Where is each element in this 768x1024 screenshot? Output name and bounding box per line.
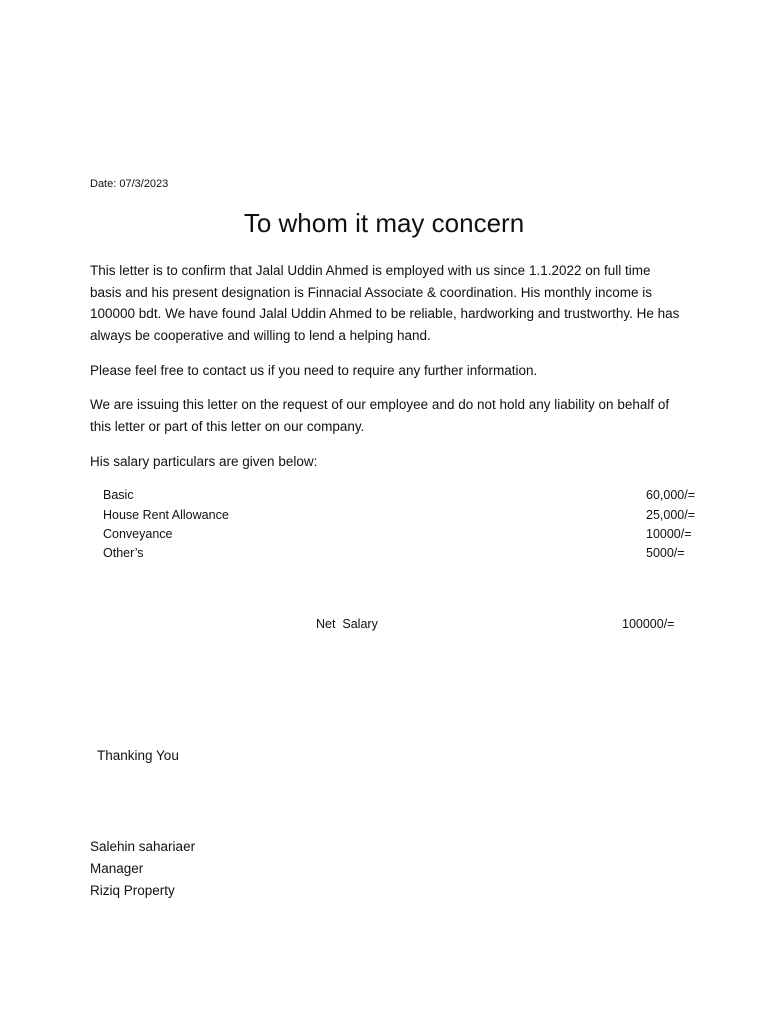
salary-item-label: House Rent Allowance xyxy=(103,508,229,522)
salary-item-amount: 25,000/= xyxy=(646,508,696,522)
salary-item-label: Other’s xyxy=(103,546,144,560)
salary-row-conveyance xyxy=(103,527,723,546)
signer-title: Manager xyxy=(90,861,144,876)
closing-thanks: Thanking You xyxy=(97,748,179,763)
salary-intro-paragraph: His salary particulars are given below: xyxy=(90,454,318,469)
salary-item-amount: 60,000/= xyxy=(646,488,696,502)
confirmation-paragraph: This letter is to confirm that Jalal Uddin Ahmed is employed with us since 1.1.2022 on full time basis and his present designation is Finnacial Associate & coordination. His monthly income is 100000 bdt. We have found Jalal Uddin Ahmed to be reliable, hardworking and trustworthy. He has always be cooperative and willing to lend a helping hand. xyxy=(90,263,680,343)
company-name: Riziq Property xyxy=(90,883,175,898)
salary-row-house-rent xyxy=(103,508,723,527)
letter-date: Date: 07/3/2023 xyxy=(90,178,169,190)
contact-paragraph: Please feel free to contact us if you need to require any further information. xyxy=(90,363,538,378)
salary-row-others xyxy=(103,546,723,565)
salary-row-basic xyxy=(103,488,723,507)
salary-item-amount: 10000/= xyxy=(646,527,692,541)
salary-item-label: Conveyance xyxy=(103,527,173,541)
net-salary-amount: 100000/= xyxy=(622,617,675,631)
salary-item-label: Basic xyxy=(103,488,134,502)
liability-paragraph: We are issuing this letter on the request of our employee and do not hold any liability on behalf of this letter or part of this letter on our company. xyxy=(90,397,670,434)
signer-name: Salehin sahariaer xyxy=(90,839,196,854)
net-salary-label: Net Salary xyxy=(316,617,378,631)
letter-title: To whom it may concern xyxy=(243,208,525,238)
salary-item-amount: 5000/= xyxy=(646,546,685,560)
